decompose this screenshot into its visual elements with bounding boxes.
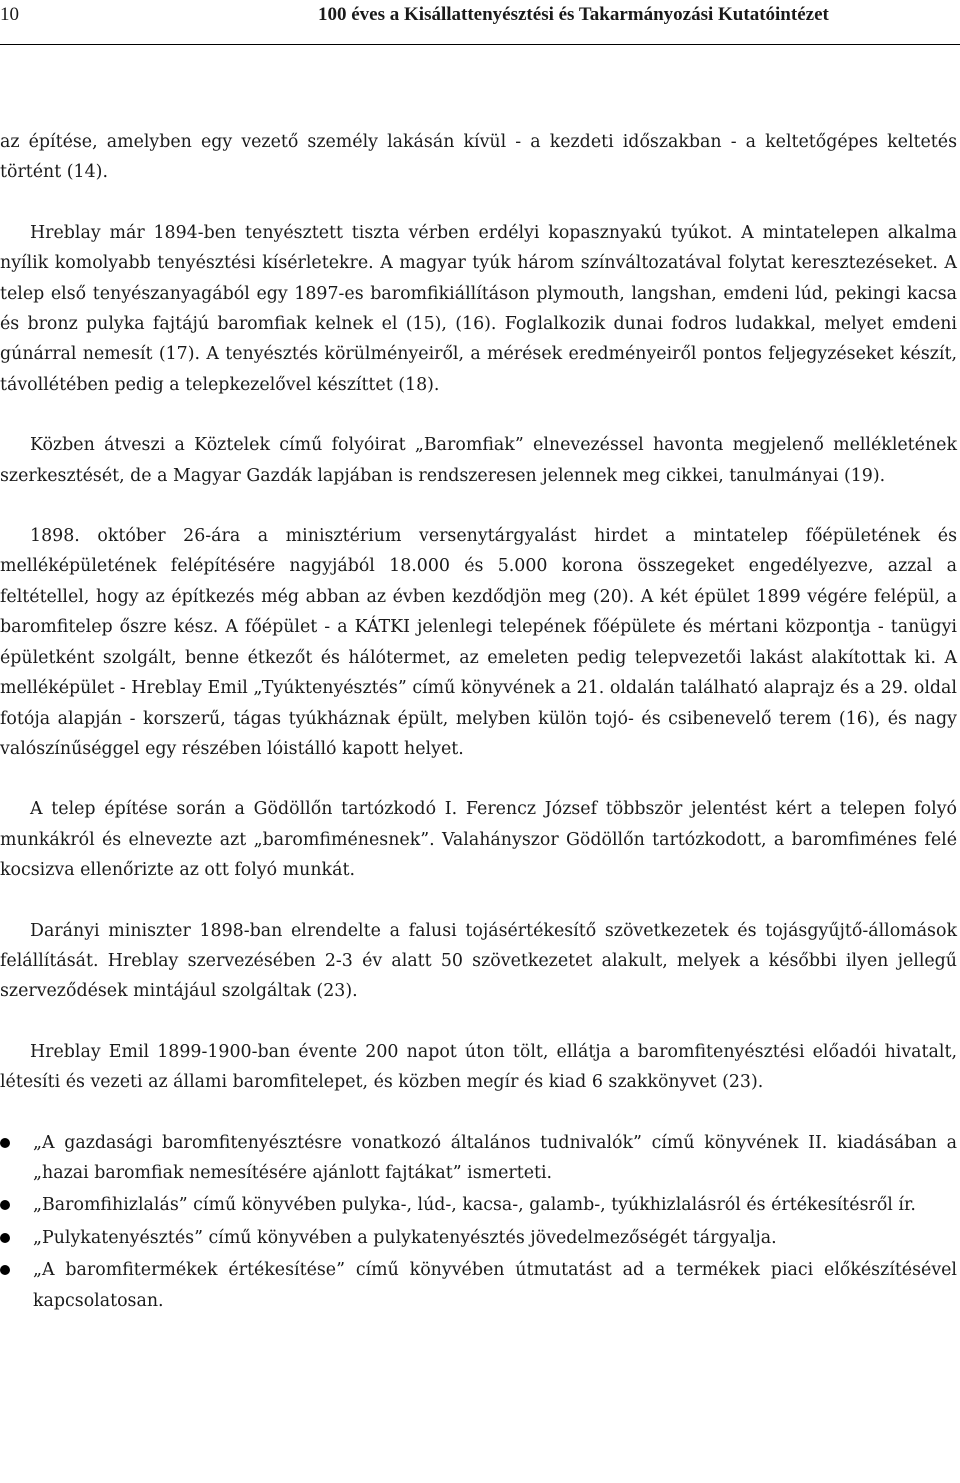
list-item-text: „A gazdasági baromfitenyésztésre vonatkozó általános tudnivalók” című könyvének II. kiadásában a „hazai baromfiak nemesítésére ajánlott fajtákat” ismerteti.: [33, 1132, 957, 1183]
list-item-text: „A baromfitermékek értékesítése” című könyvében útmutatást ad a termékek piaci előkészítésével kapcsolatosan.: [33, 1260, 957, 1311]
page-number: 10: [0, 4, 19, 25]
page-header: [0, 0, 960, 50]
bullet-icon: [0, 1265, 10, 1275]
paragraph: Közben átveszi a Köztelek című folyóirat „Baromfiak” elnevezéssel havonta megjelenő mellékletének szerkesztését, de a Magyar Gazdák lapjában is rendszeresen jelennek meg cikkei, tanulmányai (19).: [0, 435, 957, 486]
list-item-text: „Pulykatenyésztés” című könyvében a pulykatenyésztés jövedelmezőségét tárgyalja.: [33, 1227, 777, 1248]
book-list: [0, 1128, 957, 1316]
paragraph: Hreblay Emil 1899-1900-ban évente 200 napot úton tölt, ellátja a baromfitenyésztési előadói hivatalt, létesíti és vezeti az állami baromfitelepet, és közben megír és kiad 6 szakkönyvet (23).: [0, 1041, 957, 1093]
header-rule: [0, 44, 960, 45]
bullet-icon: [0, 1138, 10, 1148]
body-text: [0, 127, 957, 1318]
running-title: 100 éves a Kisállattenyésztési és Takarmányozási Kutatóintézet: [318, 4, 829, 25]
list-item-text: „Baromfihizlalás” című könyvében pulyka-, lúd-, kacsa-, galamb-, tyúkhizlalásról és értékesítésről ír.: [33, 1195, 916, 1216]
list-item: [0, 1255, 957, 1316]
paragraph: Hreblay már 1894-ben tenyésztett tiszta vérben erdélyi kopasznyakú tyúkot. A mintatelepen alkalma nyílik komolyabb tenyésztési kísérletekre. A magyar tyúk három színváltozatával folytat keresztezéseket. A telep első tenyészanyagából egy 1897-es baromfikiállításon plymouth, langshan, emdeni lúd, pekingi kacsa és bronz pulyka fajtájú baromfiak kelnek el (15), (16). Foglalkozik dunai fodros ludakkal, melyet emdeni gúnárral nemesít (17). A tenyésztés körülményeiről, a mérések eredményeiről pontos feljegyzéseket készít, távollétében pedig a telepkezelővel készíttet (18).: [0, 222, 957, 395]
list-item: [0, 1128, 957, 1189]
paragraph: A telep építése során a Gödöllőn tartózkodó I. Ferencz József többször jelentést kért a telepen folyó munkákról és elnevezte azt „baromfiménesnek”. Valahányszor Gödöllőn tartózkodott, a baromfiménes felé kocsizva ellenőrizte az ott folyó munkát.: [0, 799, 957, 881]
bullet-icon: [0, 1233, 10, 1243]
paragraph: az építése, amelyben egy vezető személy lakásán kívül - a kezdeti időszakban - a keltetőgépes keltetés történt (14).: [0, 132, 957, 183]
paragraph: Darányi miniszter 1898-ban elrendelte a falusi tojásértékesítő szövetkezetek és tojásgyűjtő-állomások felállítását. Hreblay szervezésében 2-3 év alatt 50 szövetkezetet alakult, melyek a későbbi ilyen jellegű szerveződések mintájául szolgáltak (23).: [0, 920, 957, 1002]
paragraph: 1898. október 26-ára a minisztérium versenytárgyalást hirdet a mintatelep főépületének és melléképületének felépítésére nagyjából 18.000 és 5.000 korona összegeket engedélyezve, azzal a feltétellel, hogy az építkezés még abban az évben kezdődjön meg (20). A két épület 1899 végére felépül, a baromfitelep őszre kész. A főépület - a KÁTKI jelenlegi telepének főépülete és mértani központja - tanügyi épületként szolgált, benne étkezőt és hálótermet, az emeleten pedig telepvezetői lakást alakítottak ki. A melléképület - Hreblay Emil „Tyúktenyésztés” című könyvének a 21. oldalán található alaprajz és a 29. oldal fotója alapján - korszerű, tágas tyúkháznak épült, melyben külön tojó- és csibenevelő terem (16), és nagy valószínűséggel egy részében lóistálló kapott helyet.: [0, 526, 957, 759]
list-item: [0, 1223, 957, 1253]
list-item: [0, 1190, 957, 1220]
bullet-icon: [0, 1200, 10, 1210]
